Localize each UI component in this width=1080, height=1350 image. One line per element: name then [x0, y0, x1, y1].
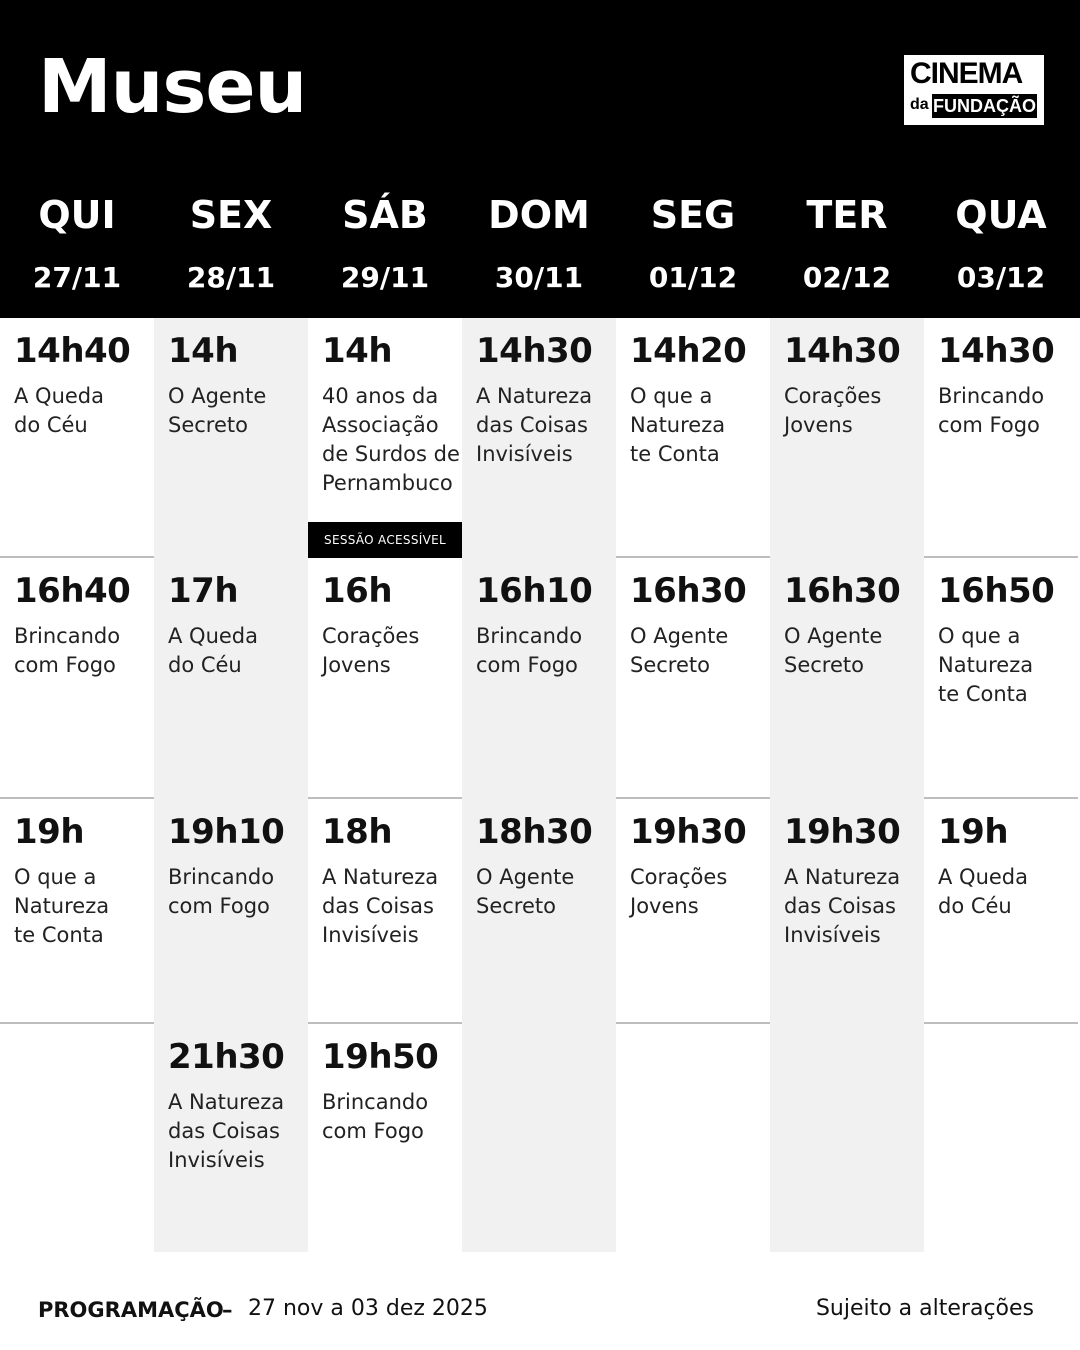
session-time: 19h30: [784, 812, 901, 852]
day-column: [0, 318, 154, 1252]
day-column: [770, 318, 924, 1252]
day-date: 02/12: [802, 261, 892, 294]
page-title: Museu: [38, 44, 307, 130]
session-cell: [462, 318, 616, 558]
day-name: QUI: [38, 193, 116, 237]
session-cell: [924, 799, 1078, 1024]
session-cell: [308, 1024, 462, 1252]
day-column: [308, 318, 462, 1252]
day-name: TER: [806, 193, 888, 237]
session-film-title: O que a Natureza te Conta: [630, 384, 726, 466]
day-name: QUA: [955, 193, 1047, 237]
session-time: 16h10: [476, 571, 593, 611]
session-film-title: O que a Natureza te Conta: [938, 624, 1034, 706]
footer-note: Sujeito a alterações: [815, 1296, 1034, 1321]
day-name: SEX: [189, 193, 273, 237]
session-time: 18h: [322, 812, 393, 852]
session-time: 16h30: [784, 571, 901, 611]
session-cell: [154, 1024, 308, 1252]
session-film-title: Brincando com Fogo: [322, 1090, 429, 1143]
day-date: 30/11: [494, 261, 584, 294]
session-cell: [0, 799, 154, 1024]
session-film-title: Corações Jovens: [322, 624, 420, 677]
session-cell: [616, 799, 770, 1024]
session-film-title: A Queda do Céu: [168, 624, 258, 677]
session-time: 19h: [14, 812, 85, 852]
session-cell: [308, 318, 462, 558]
day-column: [616, 318, 770, 1252]
session-time: 14h30: [784, 331, 901, 371]
session-cell: [154, 318, 308, 558]
session-time: 16h40: [14, 571, 131, 611]
session-cell: [924, 558, 1078, 799]
logo-line-3: FUNDAÇÃO: [933, 96, 1036, 116]
session-time: 19h50: [322, 1037, 439, 1077]
cinema-da-fundacao-logo: [904, 55, 1044, 125]
session-time: 18h30: [476, 812, 593, 852]
session-film-title: O Agente Secreto: [630, 624, 729, 677]
footer-separator: –: [222, 1298, 233, 1322]
session-film-title: A Natureza das Coisas Invisíveis: [476, 384, 593, 466]
session-film-title: A Queda do Céu: [14, 384, 104, 437]
session-cell: [462, 799, 616, 1024]
session-time: 14h30: [476, 331, 593, 371]
session-cell: [308, 558, 462, 799]
session-film-title: Brincando com Fogo: [476, 624, 583, 677]
footer-date-range: 27 nov a 03 dez 2025: [248, 1296, 488, 1321]
session-cell: [616, 558, 770, 799]
session-film-title: O que a Natureza te Conta: [14, 865, 110, 947]
session-film-title: Corações Jovens: [784, 384, 882, 437]
session-cell: [154, 558, 308, 799]
day-name: DOM: [488, 193, 590, 237]
session-cell: [0, 558, 154, 799]
session-time: 17h: [168, 571, 239, 611]
session-cell: [770, 318, 924, 558]
day-name: SEG: [650, 193, 736, 237]
session-time: 14h: [322, 331, 393, 371]
day-date: 29/11: [340, 261, 430, 294]
session-cell: [462, 558, 616, 799]
session-time: 19h: [938, 812, 1009, 852]
session-cell: [154, 799, 308, 1024]
day-date: 03/12: [956, 261, 1046, 294]
accessible-session-badge: SESSÃO ACESSÍVEL: [308, 522, 462, 558]
session-time: 16h30: [630, 571, 747, 611]
session-time: 16h50: [938, 571, 1055, 611]
session-time: 14h40: [14, 331, 131, 371]
session-film-title: Corações Jovens: [630, 865, 728, 918]
session-cell: [0, 318, 154, 558]
session-film-title: Brincando com Fogo: [938, 384, 1045, 437]
session-film-title: A Natureza das Coisas Invisíveis: [784, 865, 901, 947]
session-film-title: Brincando com Fogo: [168, 865, 275, 918]
session-film-title: 40 anos da Associação de Surdos de Pernambuco: [322, 384, 460, 495]
session-film-title: A Natureza das Coisas Invisíveis: [168, 1090, 285, 1172]
day-column: [154, 318, 308, 1252]
session-film-title: O Agente Secreto: [476, 865, 575, 918]
session-time: 14h30: [938, 331, 1055, 371]
session-cell: [770, 799, 924, 1024]
session-cell: [924, 318, 1078, 558]
session-cell: [616, 318, 770, 558]
day-column: [462, 318, 616, 1252]
day-date: 27/11: [32, 261, 122, 294]
session-cell: [308, 799, 462, 1024]
day-date: 28/11: [186, 261, 276, 294]
session-film-title: O Agente Secreto: [168, 384, 267, 437]
session-cell: [770, 558, 924, 799]
session-time: 19h10: [168, 812, 285, 852]
footer-label: PROGRAMAÇÃO: [38, 1298, 224, 1322]
session-time: 21h30: [168, 1037, 285, 1077]
day-column: [924, 318, 1078, 1252]
session-time: 16h: [322, 571, 393, 611]
session-time: 14h: [168, 331, 239, 371]
session-film-title: Brincando com Fogo: [14, 624, 121, 677]
header: [0, 0, 1080, 318]
logo-line-1: CINEMA: [910, 57, 1023, 90]
session-time: 19h30: [630, 812, 747, 852]
session-film-title: A Natureza das Coisas Invisíveis: [322, 865, 439, 947]
logo-line-2: da: [910, 96, 929, 113]
day-date: 01/12: [648, 261, 738, 294]
session-film-title: O Agente Secreto: [784, 624, 883, 677]
session-time: 14h20: [630, 331, 747, 371]
day-name: SÁB: [342, 193, 428, 237]
session-film-title: A Queda do Céu: [938, 865, 1028, 918]
